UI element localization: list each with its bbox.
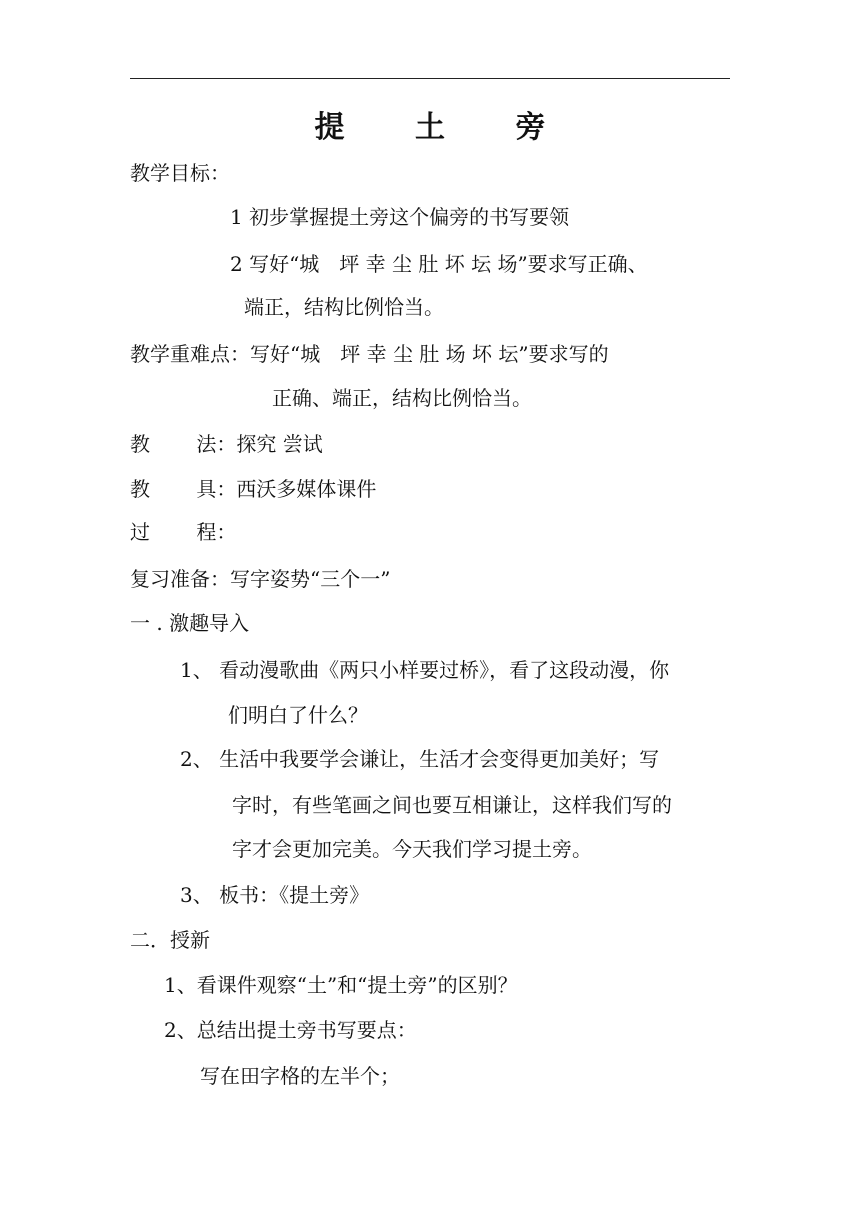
section1-item-1: 1、 看动漫歌曲《两只小样要过桥》，看了这段动漫，你 (180, 658, 670, 682)
page-title: 提 土 旁 (314, 110, 576, 145)
section1-item-3: 3、 板书：《提土旁》 (180, 883, 370, 907)
section1-item-2-cont: 字时，有些笔画之间也要互相谦让，这样我们写的 (232, 793, 672, 817)
goal-item-2-cont: 端正，结构比例恰当。 (244, 295, 444, 319)
goal-item-1: 1 初步掌握提土旁这个偏旁的书写要领 (230, 205, 570, 229)
key-difficulty-cont: 正确、端正，结构比例恰当。 (272, 386, 532, 410)
key-difficulty: 教学重难点：写好“城 坪 幸 尘 肚 场 坏 坛”要求写的 (130, 342, 609, 366)
section2-item-2: 2、总结出提土旁书写要点： (164, 1018, 417, 1042)
process-label: 过 程： (130, 520, 237, 544)
section1-item-2: 2、 生活中我要学会谦让，生活才会变得更加美好；写 (180, 747, 660, 771)
section2-item-1: 1、看课件观察“土”和“提土旁”的区别？ (164, 973, 518, 997)
section1-item-2-cont2: 字才会更加完美。今天我们学习提土旁。 (232, 837, 592, 861)
section2-item-3: 写在田字格的左半个； (200, 1064, 400, 1088)
header-rule (130, 78, 730, 79)
section-heading-1: 一 . 激趣导入 (130, 611, 250, 635)
goal-label: 教学目标： (130, 161, 230, 185)
teaching-tools: 教 具：西沃多媒体课件 (130, 477, 377, 501)
section-heading-2: 二．授新 (130, 928, 210, 952)
teaching-method: 教 法：探究 尝试 (130, 432, 323, 456)
section1-item-1-cont: 们明白了什么？ (228, 703, 368, 727)
goal-item-2: 2 写好“城 坪 幸 尘 肚 坏 坛 场”要求写正确、 (230, 252, 648, 276)
review-prep: 复习准备：写字姿势“三个一” (130, 567, 391, 591)
